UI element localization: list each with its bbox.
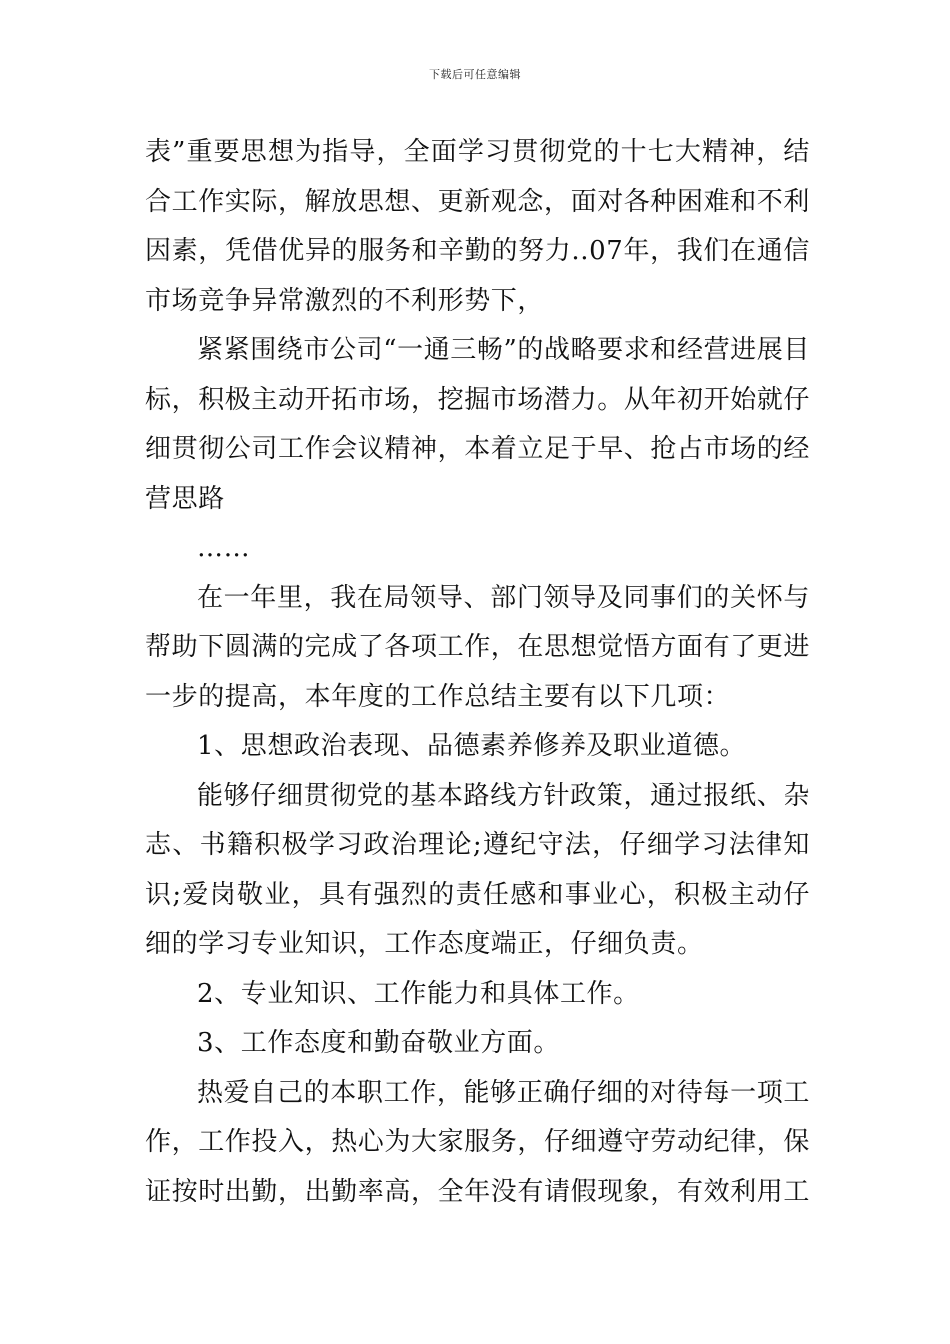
section-heading: 1、思想政治表现、品德素养修养及职业道德。 bbox=[197, 731, 747, 761]
paragraph: 表”重要思想为指导，全面学习贯彻党的十七大精神，结合工作实际，解放思想、更新观念，面对各种困难和不利因素，凭借优异的服务和辛勤的努力..07年，我们在通信市场竞争异常激烈的不利形势下， bbox=[145, 137, 811, 316]
paragraph: 在一年里，我在局领导、部门领导及同事们的关怀与帮助下圆满的完成了各项工作，在思想觉悟方面有了更进一步的提高，本年度的工作总结主要有以下几项： bbox=[145, 582, 811, 712]
paragraph: 紧紧围绕市公司“一通三畅”的战略要求和经营进展目标，积极主动开拓市场，挖掘市场潜力。从年初开始就仔细贯彻公司工作会议精神，本着立足于早、抢占市场的经营思路 bbox=[145, 335, 811, 514]
section-heading: 3、工作态度和勤奋敬业方面。 bbox=[197, 1028, 560, 1058]
ellipsis-paragraph: …… bbox=[197, 533, 251, 563]
paragraph: 能够仔细贯彻党的基本路线方针政策，通过报纸、杂志、书籍积极学习政治理论;遵纪守法，仔细学习法律知识;爱岗敬业，具有强烈的责任感和事业心，积极主动仔细的学习专业知识，工作态度端正，仔细负责。 bbox=[145, 780, 810, 959]
document-body bbox=[145, 128, 810, 1217]
section-heading: 2、专业知识、工作能力和具体工作。 bbox=[197, 978, 640, 1009]
paragraph: 热爱自己的本职工作，能够正确仔细的对待每一项工作，工作投入，热心为大家服务，仔细遵守劳动纪律，保证按时出勤，出勤率高，全年没有请假现象，有效利用工 bbox=[145, 1077, 811, 1207]
header-note: 下载后可任意编辑 bbox=[429, 68, 521, 81]
